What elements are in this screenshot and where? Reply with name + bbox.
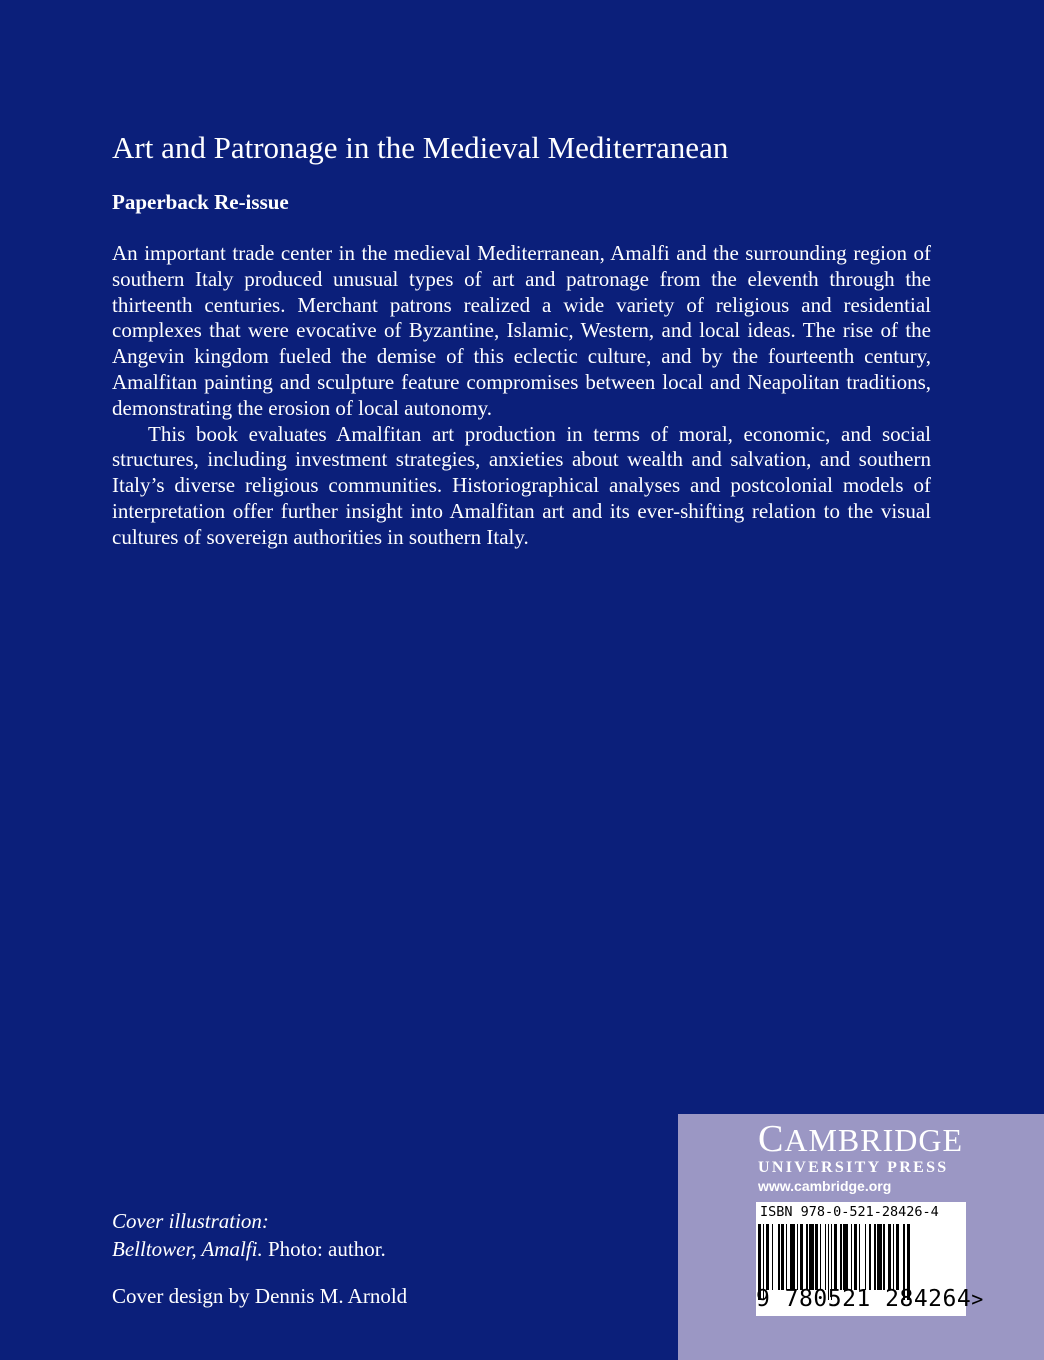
book-title: Art and Patronage in the Medieval Mediterranean [112,130,729,165]
cover-design-credit: Cover design by Dennis M. Arnold [112,1284,408,1308]
cover-illustration-caption [112,1236,386,1262]
publisher-box [678,1114,1044,1360]
publisher-name-initial: C [758,1118,785,1160]
isbn-text: ISBN 978-0-521-28426-4 [760,1204,939,1220]
book-subtitle: Paperback Re-issue [112,190,289,214]
barcode-digits [756,1286,984,1312]
barcode-number: 9 780521 284264 [756,1286,972,1312]
caption-italic: Belltower, Amalfi. [112,1237,263,1261]
blurb-paragraph: An important trade center in the medieval Mediterranean, Amalfi and the surrounding region of southern Italy produced unusual types of art and patronage from the eleventh through the thirteenth centuries. Merchant patrons realized a wide variety of religious and residential complexes that were evocative of Byzantine, Islamic, Western, and local ideas. The rise of the Angevin kingdom fueled the demise of this eclectic culture, and by the fourteenth century, Amalfitan painting and sculpture feature compromises between local and Neapolitan traditions, demonstrating the erosion of local autonomy. [112,241,931,420]
blurb [112,241,931,551]
barcode-arrow: > [971,1287,984,1311]
publisher-logo [758,1118,964,1177]
cover-illustration-label: Cover illustration: [112,1209,269,1233]
barcode-panel [756,1202,984,1316]
publisher-name-rest: AMBRIDGE [784,1122,964,1158]
publisher-url: www.cambridge.org [758,1178,892,1194]
publisher-name [758,1118,964,1160]
publisher-subname: UNIVERSITY PRESS [758,1159,949,1176]
caption-rest: Photo: author. [262,1237,386,1261]
blurb-paragraph: This book evaluates Amalfitan art production in terms of moral, economic, and social structures, including investment strategies, anxieties about wealth and salvation, and southern Italy’s diverse religious communities. Historiographical analyses and postcolonial models of interpretation offer further insight into Amalfitan art and its ever-shifting relation to the visual cultures of sovereign authorities in southern Italy. [112,421,931,549]
